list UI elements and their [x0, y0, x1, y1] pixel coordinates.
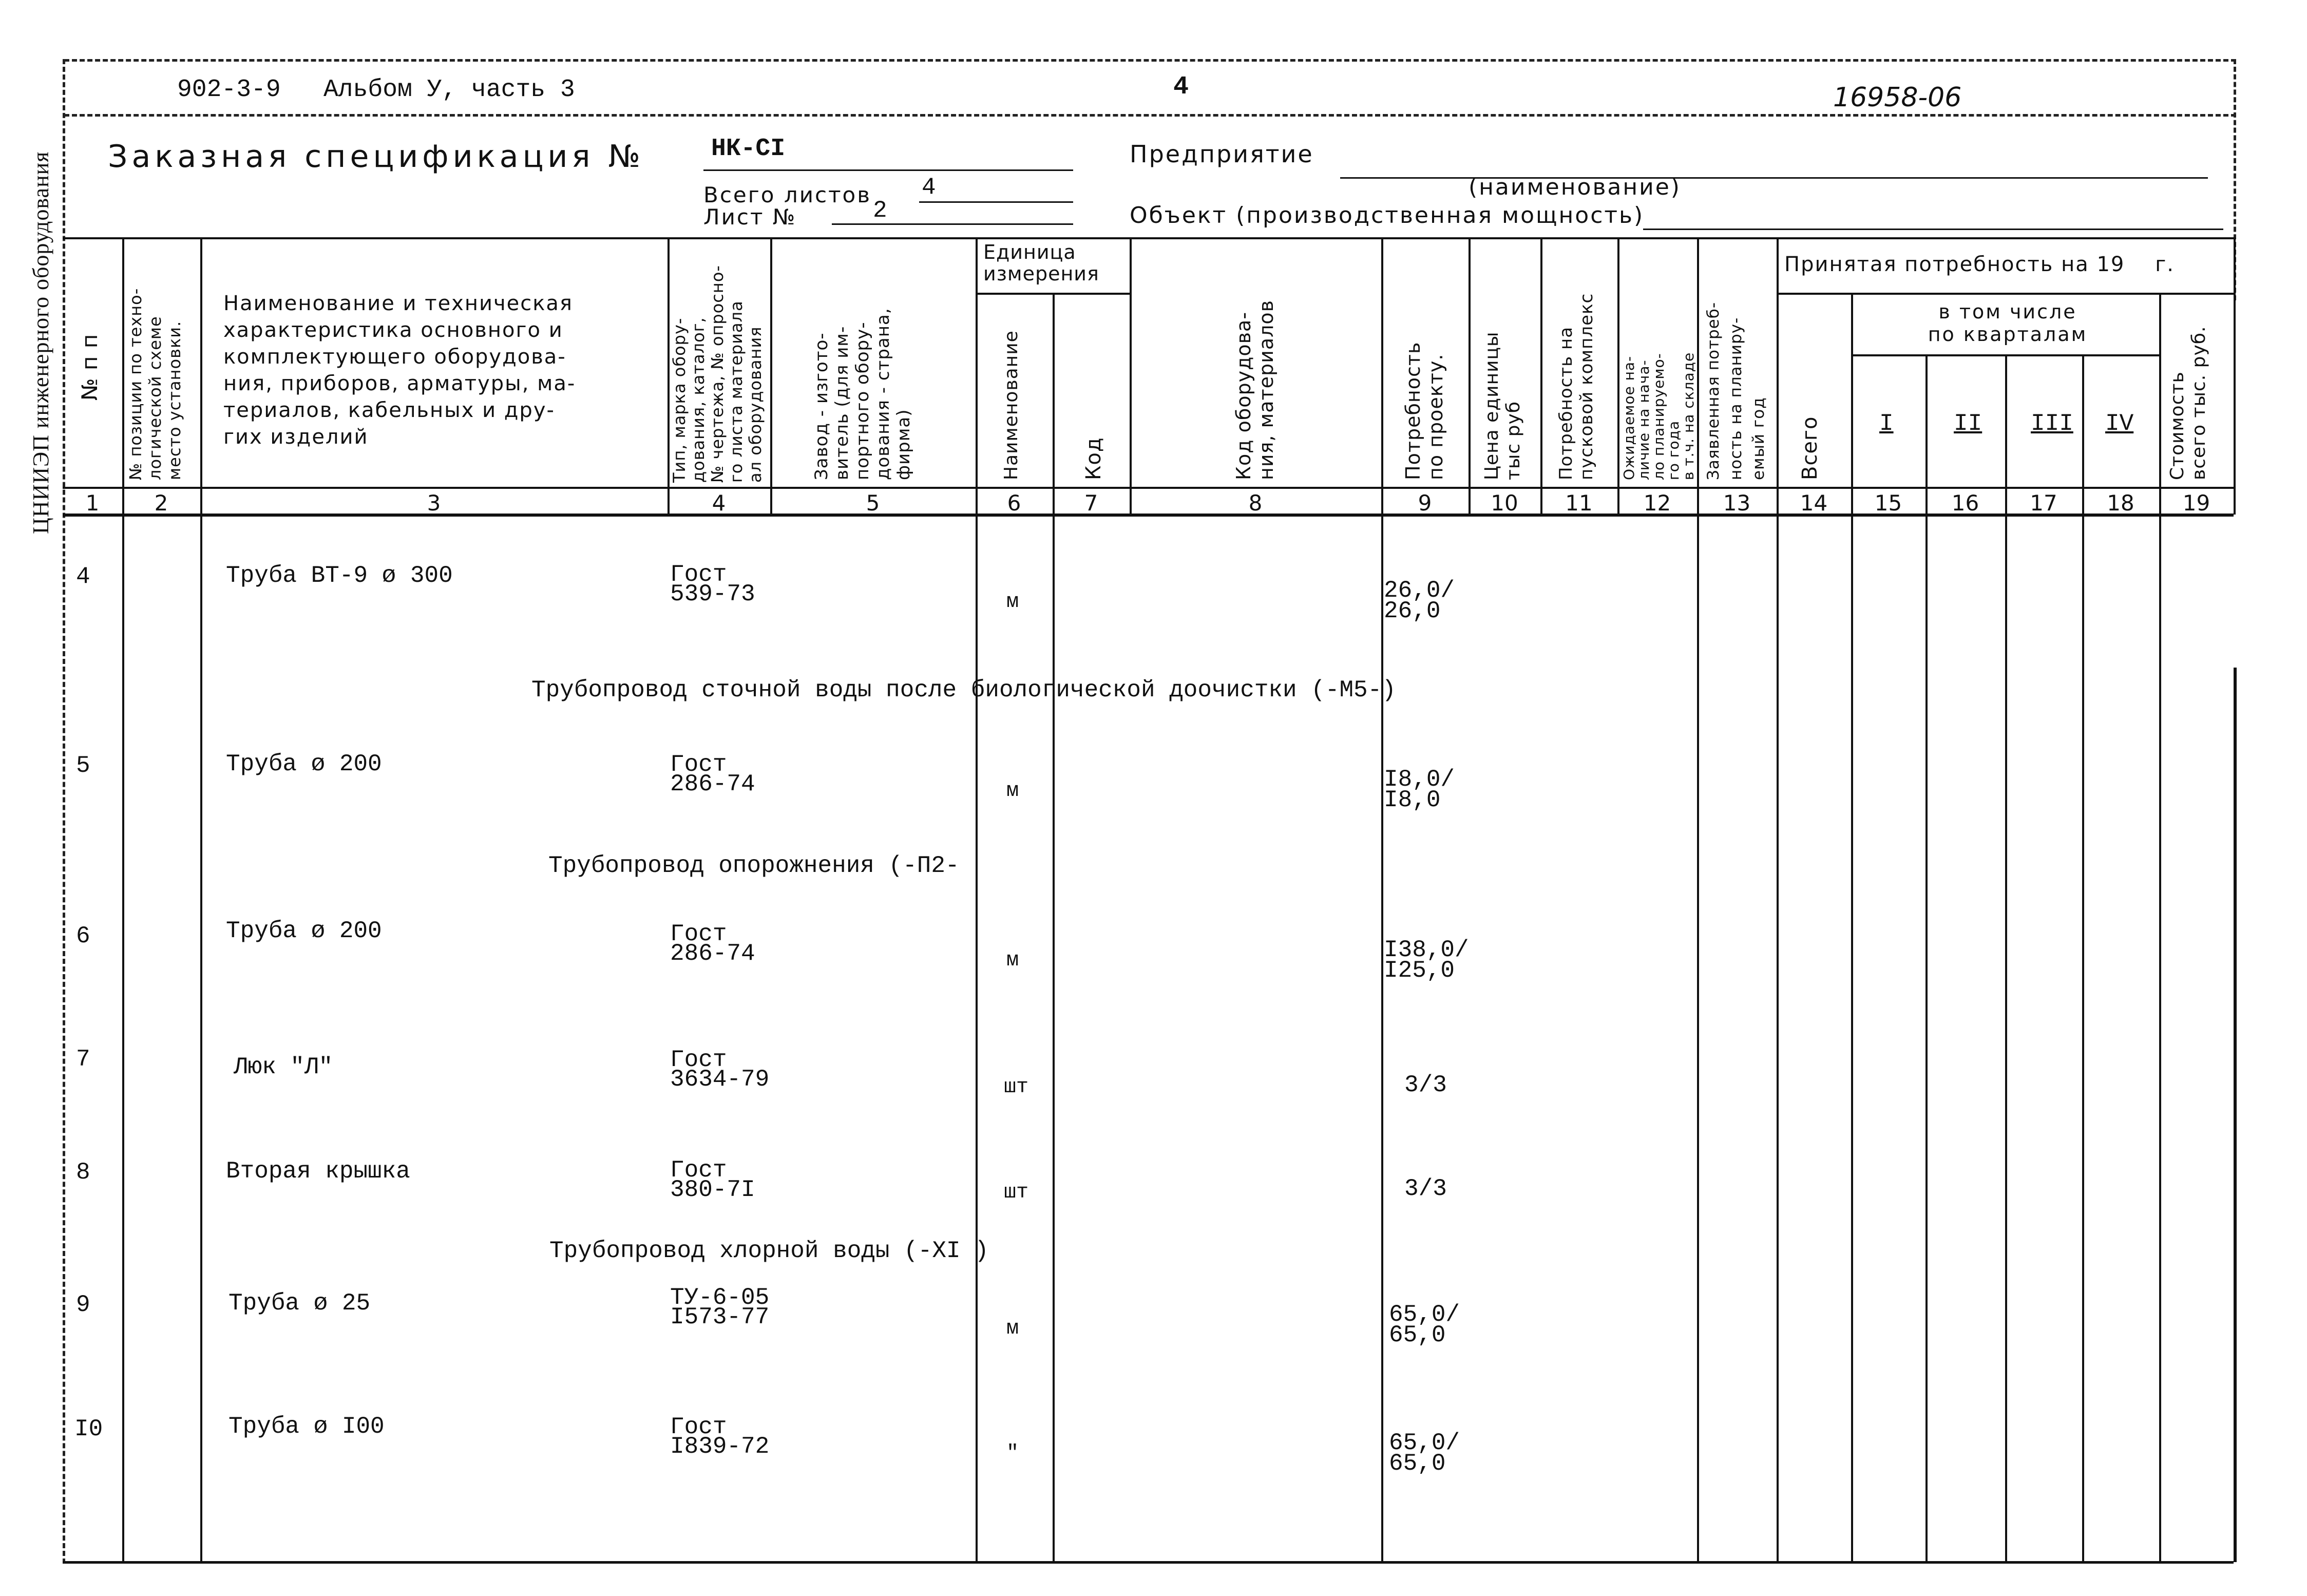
- row-number: 8: [76, 1159, 90, 1186]
- unit: шт: [1004, 1181, 1029, 1204]
- col-sep-16: [2005, 354, 2007, 1561]
- column-number: 7: [1084, 490, 1098, 516]
- header-unit-group: Единица измерения: [983, 241, 1099, 285]
- column-number: 10: [1491, 490, 1518, 516]
- total-sheets-underline: [919, 201, 1073, 203]
- frame-top-border: [64, 59, 2236, 62]
- project-need: 65,0/ 65,0: [1389, 1301, 1460, 1348]
- column-number-top-line: [63, 487, 2234, 489]
- header-col-18: IV: [2105, 410, 2134, 437]
- column-number: 4: [712, 490, 726, 516]
- header-col-12: Ожидаемое на- личие на нача- ло планируемо- го года в т.ч. на складе: [1620, 352, 1697, 480]
- item-standard: Гост 3634-79: [670, 1047, 770, 1093]
- col-sep-1: [122, 237, 124, 1562]
- column-number: 11: [1565, 490, 1593, 516]
- object-label: Объект (производственная мощность): [1130, 202, 1645, 229]
- header-col-10: Цена единицы тыс руб: [1481, 331, 1524, 480]
- header-col-2: № позиции по техно- логической схеме место установки.: [126, 288, 184, 480]
- item-name: Труба ø I00: [228, 1413, 385, 1440]
- column-number: 17: [2030, 490, 2057, 516]
- header-col-4: Тип, марка обору- дования, каталог, № чертежа, № опросно- го листа материала ал оборудования: [670, 265, 765, 483]
- header-col-19: Стоимость всего тыс. руб.: [2167, 326, 2209, 480]
- row-number: 4: [76, 563, 90, 590]
- col-sep-12: [1697, 237, 1699, 1562]
- col-sep-13: [1777, 237, 1779, 1562]
- col-sep-2: [200, 237, 202, 1562]
- header-accepted-group: Принятая потребность на 19 г.: [1784, 253, 2175, 276]
- accepted-group-divider: [1777, 293, 2234, 295]
- project-need: 26,0/ 26,0: [1384, 577, 1455, 624]
- project-code: 902-3-9: [177, 76, 281, 104]
- column-number: 18: [2107, 490, 2134, 516]
- header-col-17: III: [2031, 410, 2073, 437]
- col-sep-15: [1925, 354, 1928, 1561]
- project-need: I38,0/ I25,0: [1384, 937, 1469, 984]
- object-underline: [1643, 229, 2223, 230]
- project-need: 3/3: [1404, 1175, 1447, 1202]
- header-col-1: № п п: [77, 333, 102, 401]
- header-quarters-group: в том числе по кварталам: [1928, 300, 2088, 346]
- item-name: Труба ø 25: [228, 1290, 371, 1317]
- column-number: 2: [154, 490, 168, 516]
- header-col-15: I: [1879, 410, 1894, 437]
- item-standard: Гост 539-73: [670, 561, 755, 607]
- spec-number-underline: [703, 169, 1073, 171]
- section-heading: Трубопровод хлорной воды (-ХI ): [549, 1238, 989, 1264]
- project-need: 65,0/ 65,0: [1389, 1430, 1460, 1477]
- table-bottom-line: [63, 1561, 2234, 1564]
- naming-label: (наименование): [1469, 174, 1681, 200]
- section-heading: Трубопровод опорожнения (-П2-: [548, 852, 960, 879]
- column-number: 13: [1723, 490, 1751, 516]
- header-col-8: Код оборудова- ния, материалов: [1232, 299, 1278, 480]
- item-name: Люк "Л": [234, 1054, 333, 1080]
- column-number: 16: [1951, 490, 1979, 516]
- header-col-11: Потребность на пусковой комплекс: [1556, 293, 1597, 480]
- album-label: Альбом У, часть 3: [323, 76, 575, 104]
- col-sep-19: [2234, 668, 2237, 1562]
- unit: ": [1006, 1442, 1019, 1465]
- col-sep-8: [1381, 237, 1383, 1562]
- header-col-16: II: [1954, 410, 1982, 437]
- column-number: 1: [85, 490, 100, 516]
- row-number: 6: [76, 923, 90, 949]
- row-number: 9: [76, 1291, 90, 1318]
- row-number: 7: [76, 1046, 90, 1073]
- sheet-underline: [832, 223, 1073, 225]
- item-standard: Гост 286-74: [670, 921, 755, 967]
- unit: м: [1006, 1317, 1019, 1340]
- col-sep-14: [1851, 293, 1853, 1561]
- column-number: 9: [1418, 490, 1432, 516]
- sheet-label: Лист №: [703, 204, 797, 230]
- item-standard: Гост 286-74: [670, 751, 755, 797]
- total-sheets-label: Всего листов: [703, 182, 872, 207]
- col-sep-6: [1053, 293, 1055, 1561]
- header-col-14: Всего: [1798, 416, 1822, 480]
- column-number: 15: [1874, 490, 1902, 516]
- col-sep-9: [1469, 237, 1471, 515]
- row-number: 5: [76, 752, 90, 779]
- total-sheets-value: 4: [922, 174, 936, 201]
- page-number: 4: [1173, 72, 1189, 102]
- header-col-3: Наименование и техническая характеристика основного и комплектующего оборудова- ния, приборов, арматуры, ма- териалов, кабельных и дру- гих изделий: [223, 292, 576, 449]
- unit: м: [1006, 949, 1019, 972]
- column-number: 8: [1248, 490, 1263, 516]
- item-standard: Гост 380-7I: [670, 1157, 755, 1203]
- row-number: I0: [74, 1416, 103, 1442]
- sheet-value: 2: [873, 197, 887, 224]
- side-label: ЦНИИЭП инженерного оборудования: [28, 151, 53, 534]
- col-sep-18: [2159, 293, 2161, 1561]
- col-sep-5: [976, 237, 978, 1562]
- unit: шт: [1004, 1076, 1029, 1099]
- frame-left-border: [63, 59, 65, 1564]
- enterprise-label: Предприятие: [1130, 140, 1314, 168]
- col-sep-11: [1617, 237, 1619, 515]
- item-standard: ТУ-6-05 I573-77: [670, 1284, 770, 1331]
- column-number: 6: [1007, 490, 1021, 516]
- unit: м: [1006, 591, 1019, 614]
- item-name: Труба ø 200: [226, 918, 382, 944]
- item-name: Труба ВТ-9 ø 300: [226, 562, 453, 589]
- item-standard: Гост I839-72: [670, 1414, 770, 1460]
- form-title: Заказная спецификация №: [108, 139, 644, 175]
- column-number: 14: [1800, 490, 1828, 516]
- frame-header-divider: [64, 114, 2236, 117]
- column-number: 19: [2182, 490, 2210, 516]
- column-number: 3: [427, 490, 441, 516]
- document-number: 16958-06: [1833, 82, 1962, 113]
- project-need: I8,0/ I8,0: [1384, 766, 1455, 813]
- header-col-5: Завод - изгото- витель (для им- портного обору- дования - страна, фирма): [811, 308, 914, 480]
- header-col-9: Потребность по проекту.: [1402, 341, 1447, 480]
- table-top-line: [63, 237, 2234, 239]
- section-heading: Трубопровод сточной воды после биологической доочистки (-М5-): [531, 677, 1396, 704]
- col-sep-4: [770, 237, 772, 515]
- col-sep-10: [1540, 237, 1542, 515]
- col-sep-7: [1130, 237, 1132, 515]
- col-sep-17: [2082, 354, 2084, 1561]
- column-number: 5: [866, 490, 880, 516]
- table-right-edge: [2234, 237, 2236, 515]
- item-name: Вторая крышка: [226, 1158, 410, 1185]
- project-need: 3/3: [1404, 1072, 1447, 1098]
- unit: м: [1006, 780, 1019, 803]
- header-col-7: Код: [1082, 437, 1105, 480]
- header-col-6: Наименование: [1001, 330, 1022, 480]
- spec-number: НК-СI: [711, 135, 786, 163]
- column-number: 12: [1643, 490, 1671, 516]
- item-name: Труба ø 200: [226, 751, 382, 777]
- header-col-13: Заявленная потреб- ность на планиру- емый год: [1704, 301, 1768, 480]
